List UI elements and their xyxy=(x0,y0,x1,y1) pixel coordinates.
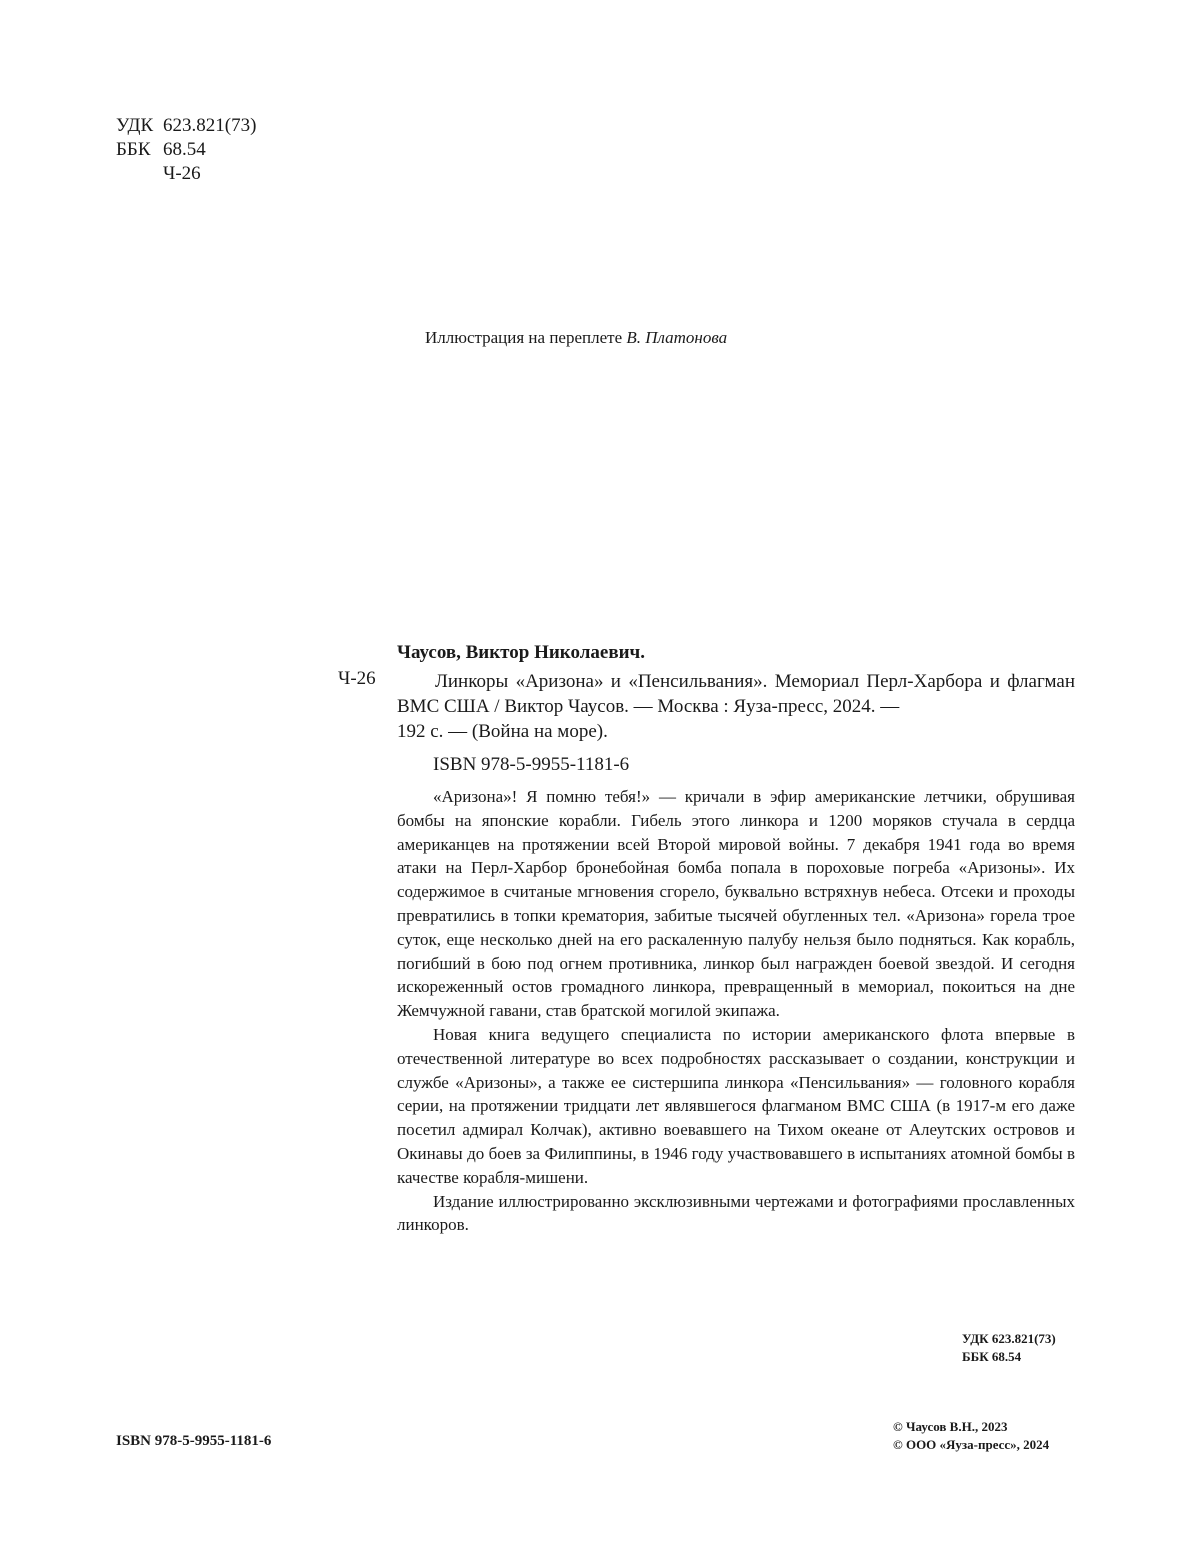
illustration-credit-prefix: Иллюстрация на переплете xyxy=(425,328,623,347)
udk-row xyxy=(116,114,256,138)
isbn-bottom: ISBN 978-5-9955-1181-6 xyxy=(116,1433,272,1449)
annotation-paragraph-1: «Аризона»! Я помню тебя!» — кричали в эфир американские летчики, обрушивая бомбы на японские корабли. Гибель этого линкора и 1200 моряков стучала в сердца американцев на протяжении всей Второй мировой войны. 7 декабря 1941 года во время атаки на Перл-Харбор бронебойная бомба попала в пороховые погреба «Аризоны». Их содержимое в считаные мгновения сгорело, буквально встряхнув небеса. Отсеки и проходы превратились в топки крематория, забитые тысячей обугленных тел. «Аризона» горела трое суток, еще несколько дней на его раскаленную палубу нельзя было подняться. Как корабль, погибший в бою под огнем противника, линкор был награжден боевой звездой. И сегодня искореженный остов громадного линкора, превращенный в мемориал, покоиться на дне Жемчужной гавани, став братской могилой экипажа. xyxy=(397,787,1075,1021)
annotation xyxy=(397,785,1075,1237)
copyright-author: © Чаусов В.Н., 2023 xyxy=(893,1419,1008,1434)
copyright-publisher: © ООО «Яуза-пресс», 2024 xyxy=(893,1437,1050,1452)
classification-block xyxy=(116,114,256,186)
illustration-credit xyxy=(425,328,727,348)
copyright-block xyxy=(893,1418,1049,1454)
card-bbk: ББК 68.54 xyxy=(962,1349,1022,1364)
bbk-label: ББК xyxy=(116,139,151,160)
annotation-paragraph-3: Издание иллюстрированно эксклюзивными чертежами и фотографиями прославленных линкоров. xyxy=(397,1191,1075,1235)
author-mark-row xyxy=(116,162,256,186)
catalog-card xyxy=(397,640,1075,1237)
annotation-paragraph-2: Новая книга ведущего специалиста по истории американского флота впервые в отечественной литературе во всех подробностях рассказывает о создании, конструкции и службе «Аризоны», а также ее систершипа линкора «Пенсильвания» — головного корабля серии, на протяжении тридцати лет являвшегося флагманом ВМС США (в 1917-м его даже посетил адмирал Колчак), активно воевавшего на Тихом океане от Алеутских островов и Окинавы до боев за Филиппины, в 1946 году участвовавшего в испытаниях атомной бомбы в качестве корабля-мишени. xyxy=(397,1024,1075,1187)
card-author: Чаусов, Виктор Николаевич. xyxy=(397,642,646,663)
bbk-row xyxy=(116,138,256,162)
bbk-value: 68.54 xyxy=(163,139,206,160)
card-isbn: ISBN 978-5-9955-1181-6 xyxy=(433,754,630,775)
udk-label: УДК xyxy=(116,115,154,136)
udk-value: 623.821(73) xyxy=(163,115,257,136)
illustration-artist: В. Платонова xyxy=(626,328,728,347)
card-udk: УДК 623.821(73) xyxy=(962,1331,1056,1346)
card-classification xyxy=(962,1330,1056,1366)
card-author-mark: Ч-26 xyxy=(338,668,376,689)
bibliographic-description-cont: 192 с. — (Война на море). xyxy=(397,721,608,742)
bibliographic-description: Линкоры «Аризона» и «Пенсильвания». Мемориал Перл-Харбора и флагман ВМС США / Виктор Чаусов. — Москва : Яуза-пресс, 2024. — xyxy=(397,671,1075,717)
author-mark: Ч-26 xyxy=(163,163,201,184)
